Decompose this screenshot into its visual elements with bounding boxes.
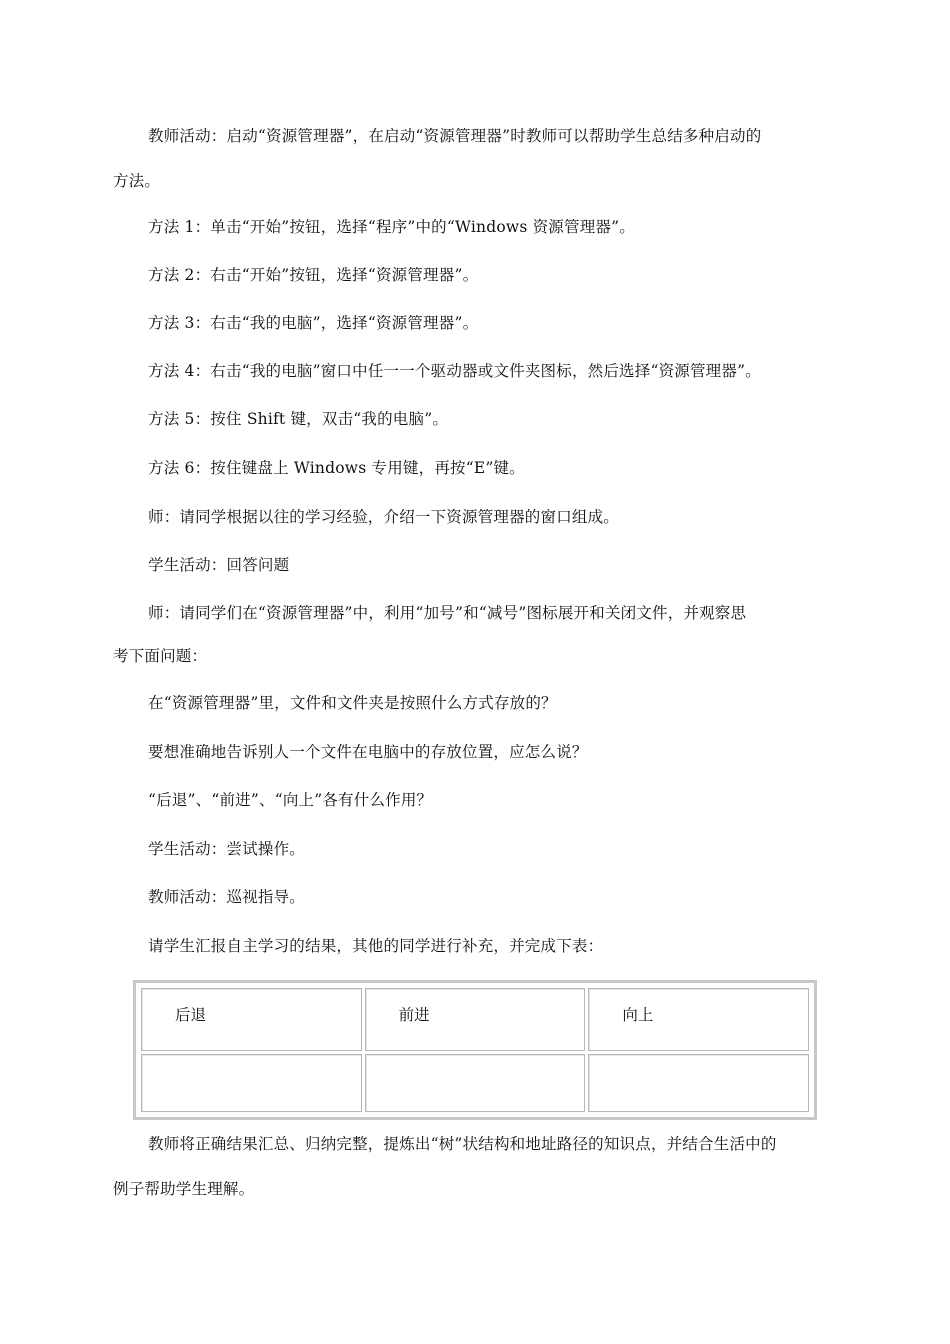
method-1: 方法 1：单击“开始”按钮，选择“程序”中的“Windows 资源管理器”。 (148, 218, 635, 236)
teacher-question-explore-line1: 师：请同学们在“资源管理器”中，利用“加号”和“减号”图标展开和关闭文件，并观察思 (148, 604, 747, 622)
table-row (141, 1054, 809, 1112)
teacher-activity-patrol: 教师活动：巡视指导。 (148, 888, 306, 906)
paragraph-teacher-activity-line1: 教师活动：启动“资源管理器”，在启动“资源管理器”时教师可以帮助学生总结多种启动的 (148, 127, 762, 145)
table-cell-back (141, 1054, 362, 1112)
table-header-back: 后退 (141, 988, 362, 1051)
method-2: 方法 2：右击“开始”按钮，选择“资源管理器”。 (148, 266, 479, 284)
student-activity-answer: 学生活动：回答问题 (148, 556, 290, 574)
method-6: 方法 6：按住键盘上 Windows 专用键，再按“E”键。 (148, 459, 525, 477)
paragraph-teacher-activity-line2: 方法。 (113, 172, 161, 190)
navigation-table-grid (138, 985, 812, 1115)
student-activity-try: 学生活动：尝试操作。 (148, 840, 306, 858)
table-header-up: 向上 (588, 988, 809, 1051)
table-cell-forward (365, 1054, 586, 1112)
question-3: “后退”、“前进”、“向上”各有什么作用？ (148, 791, 433, 809)
summary-line1: 教师将正确结果汇总、归纳完整，提炼出“树”状结构和地址路径的知识点，并结合生活中的 (148, 1135, 777, 1153)
summary-line2: 例子帮助学生理解。 (113, 1180, 255, 1198)
method-3: 方法 3：右击“我的电脑”，选择“资源管理器”。 (148, 314, 479, 332)
navigation-table (133, 980, 817, 1120)
question-1: 在“资源管理器”里，文件和文件夹是按照什么方式存放的？ (148, 694, 557, 712)
table-header-row (141, 988, 809, 1051)
method-4: 方法 4：右击“我的电脑”窗口中任一一个驱动器或文件夹图标，然后选择“资源管理器”。 (148, 362, 761, 380)
table-cell-up (588, 1054, 809, 1112)
question-2: 要想准确地告诉别人一个文件在电脑中的存放位置，应怎么说？ (148, 743, 588, 761)
table-header-forward: 前进 (365, 988, 586, 1051)
teacher-question-explore-line2: 考下面问题： (113, 647, 208, 665)
teacher-question-window: 师：请同学根据以往的学习经验，介绍一下资源管理器的窗口组成。 (148, 508, 620, 526)
method-5: 方法 5：按住 Shift 键，双击“我的电脑”。 (148, 410, 449, 428)
report-instruction: 请学生汇报自主学习的结果，其他的同学进行补充，并完成下表： (148, 937, 604, 955)
